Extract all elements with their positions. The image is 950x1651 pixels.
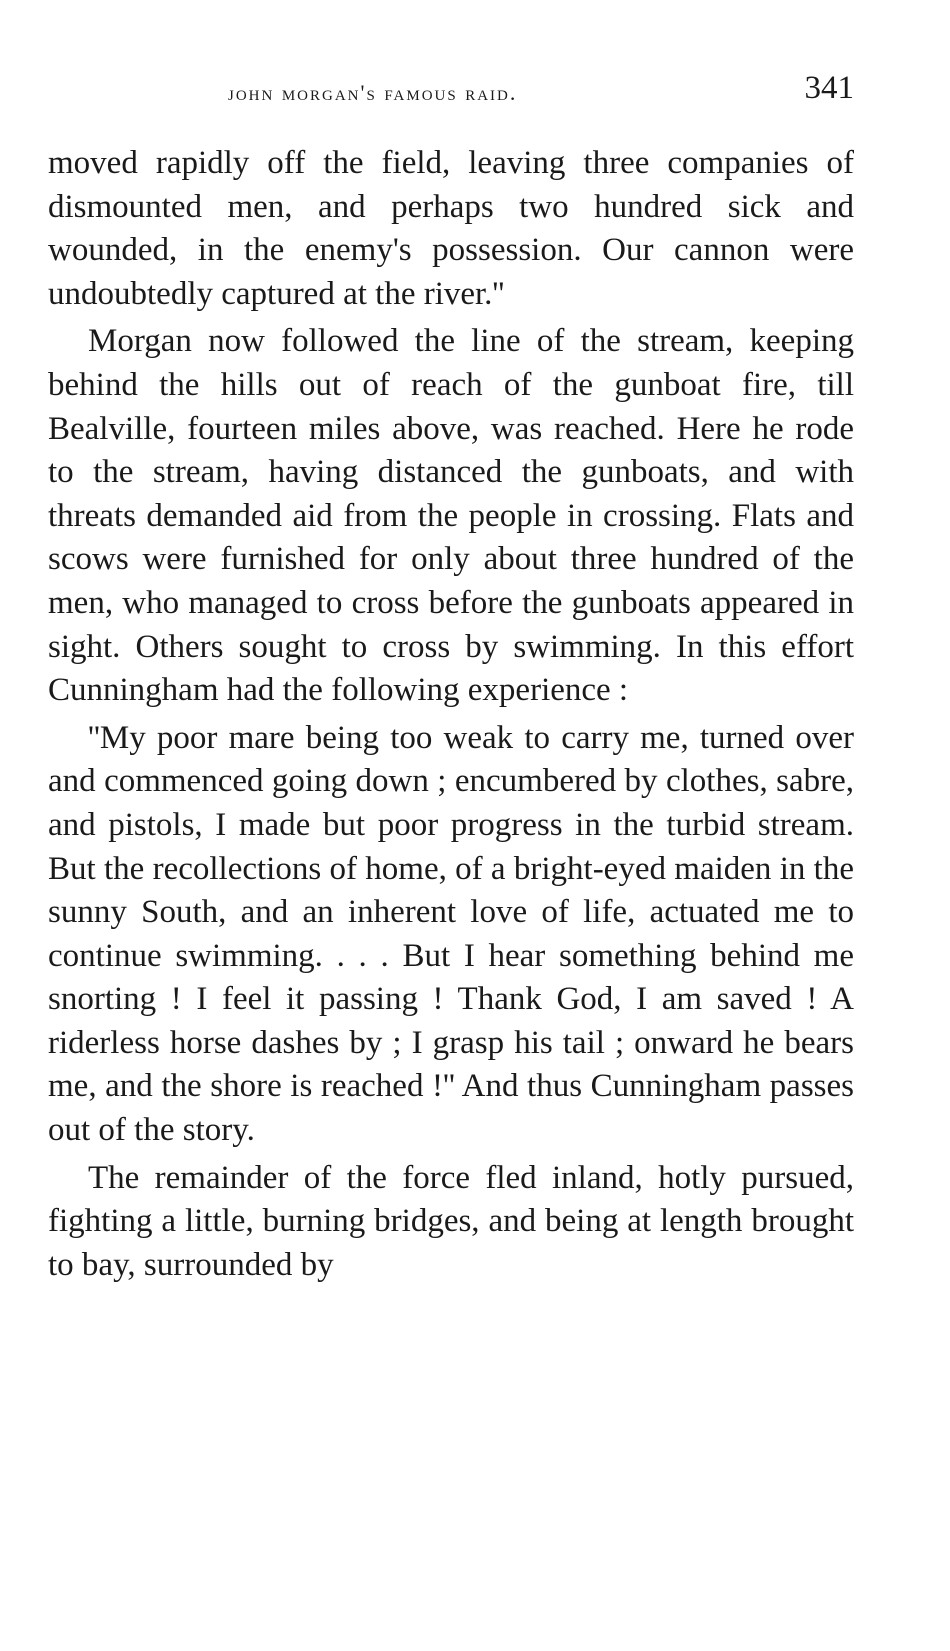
page-number: 341 [804, 70, 854, 106]
book-page [48, 70, 854, 1287]
paragraph-cunningham-quote: ''My poor mare being too weak to carry me, turned over and commenced going down ; encumbered by clothes, sabre, and pistols, I made but poor progress in the turbid stream. But the recollections of home, of a bright-eyed maiden in the sunny South, and an inherent love of life, actuated me to continue swimming. . . . But I hear something behind me snorting ! I feel it passing ! Thank God, I am saved ! A riderless horse dashes by ; I grasp his tail ; onward he bears me, and the shore is reached !'' And thus Cunningham passes out of the story. [48, 719, 854, 1149]
paragraph-remainder: The remainder of the force fled inland, hotly pursued, fighting a little, burning bridges, and being at length brought to bay, surrounded by [48, 1159, 854, 1283]
paragraph-continuation: moved rapidly off the field, leaving three companies of dismounted men, and perhaps two hundred sick and wounded, in the enemy's possession. Our cannon were undoubtedly captured at the river.'' [48, 145, 854, 312]
running-title: john morgan's famous raid. [228, 80, 518, 105]
paragraph-morgan-crossing: Morgan now followed the line of the stream, keeping behind the hills out of reach of the gunboat fire, till Bealville, fourteen miles above, was reached. Here he rode to the stream, having distanced the gunboats, and with threats demanded aid from the people in crossing. Flats and scows were furnished for only about three hundred of the men, who managed to cross before the gunboats appeared in sight. Others sought to cross by swimming. In this effort Cunningham had the following experience : [48, 323, 854, 709]
running-head [48, 70, 854, 114]
